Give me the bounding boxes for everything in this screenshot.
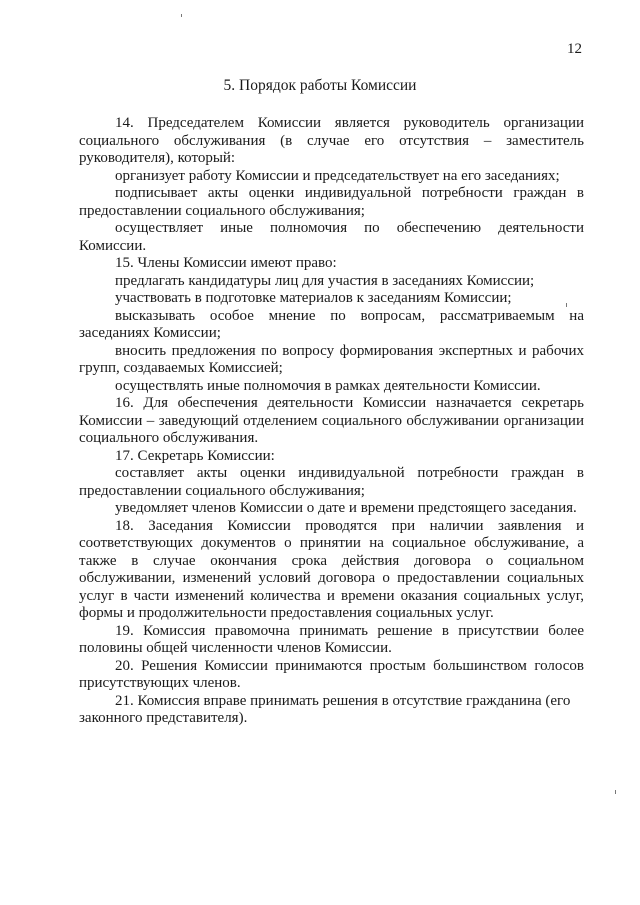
paragraph-16: 16. Для обеспечения деятельности Комиссии назначается секретарь Комиссии – заведующий отделением социального обслуживании организации социального обслуживания. (79, 395, 584, 446)
paragraph-19: 19. Комиссия правомочна принимать решение в присутствии более половины общей численности членов Комиссии. (79, 622, 584, 656)
section-title: 5. Порядок работы Комиссии (223, 77, 417, 94)
paragraph-15: 15. Члены Комиссии имеют право: (115, 255, 337, 271)
paragraph-14: 14. Председателем Комиссии является руководитель организации социального обслуживания (в случае его отсутствия – заместитель руководителя), который: (79, 115, 584, 166)
paragraph-15-item-1: предлагать кандидатуры лиц для участия в заседаниях Комиссии; (115, 272, 535, 289)
paragraph-14-item-3: осуществляет иные полномочия по обеспечению деятельности Комиссии. (79, 220, 584, 254)
paragraph-17-item-1: составляет акты оценки индивидуальной потребности граждан в предоставлении социального обслуживания; (79, 465, 584, 499)
scan-speck (181, 14, 182, 17)
page-number: 12 (567, 41, 582, 57)
document-body (79, 115, 584, 728)
paragraph-17: 17. Секретарь Комиссии: (115, 447, 275, 464)
paragraph-18: 18. Заседания Комиссии проводятся при наличии заявления и соответствующих документов о принятии на социальное обслуживание, а также в случае окончания срока действия договора о социальном обслуживании, изменений условий договора о предоставлении социальных услуг в части изменений количества и времени оказания социальных услуг, формы и продолжительности предоставления социальных услуг. (79, 517, 584, 621)
paragraph-15-item-3: высказывать особое мнение по вопросам, рассматриваемым на заседаниях Комиссии; (79, 307, 584, 341)
paragraph-15-item-4: вносить предложения по вопросу формирования экспертных и рабочих групп, создаваемых Комиссией; (79, 342, 584, 376)
paragraph-17-item-2: уведомляет членов Комиссии о дате и времени предстоящего заседания. (115, 500, 577, 516)
paragraph-21: 21. Комиссия вправе принимать решения в отсутствие гражданина (его законного представителя). (79, 692, 571, 726)
paragraph-20: 20. Решения Комиссии принимаются простым большинством голосов присутствующих членов. (79, 657, 584, 691)
scan-speck (566, 303, 567, 307)
scan-speck (615, 790, 616, 794)
paragraph-14-item-1: организует работу Комиссии и председательствует на его заседаниях; (115, 167, 560, 184)
paragraph-15-item-5: осуществлять иные полномочия в рамках деятельности Комиссии. (115, 377, 541, 394)
paragraph-14-item-2: подписывает акты оценки индивидуальной потребности граждан в предоставлении социального обслуживания; (79, 185, 584, 219)
paragraph-15-item-2: участвовать в подготовке материалов к заседаниям Комиссии; (115, 290, 512, 306)
